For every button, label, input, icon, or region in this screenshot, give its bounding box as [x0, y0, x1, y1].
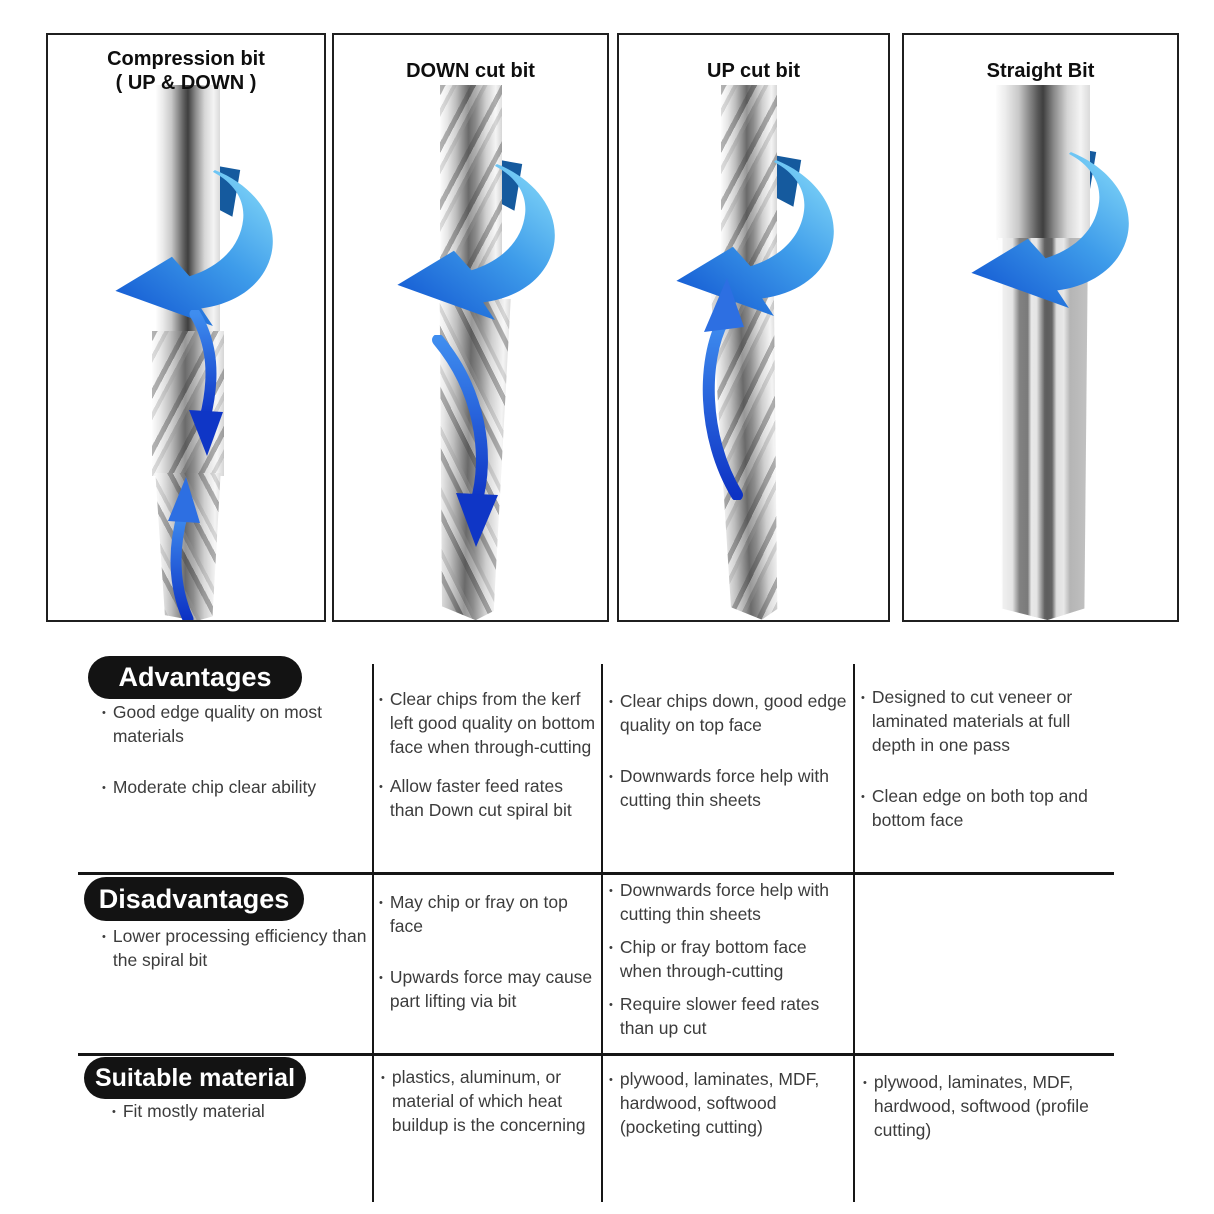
- column-divider-2: [601, 664, 603, 1202]
- disadvantages-down-cut-list: [379, 891, 597, 1041]
- rotation-arrow-icon: [948, 145, 1143, 313]
- advantages-down-cut-list: [379, 688, 597, 838]
- panel-compression-bit: [46, 33, 326, 622]
- bullet-item: [861, 686, 1111, 758]
- bullet-text: • plastics, aluminum, or material of which heat buildup is the concerning: [391, 1067, 586, 1135]
- bullet-text: • Upwards force may cause part lifting via bit: [389, 966, 593, 1011]
- bullet-item: [102, 925, 387, 973]
- suitable-up-cut-list: [609, 1068, 855, 1150]
- bullet-text: • Chip or fray bottom face when through-cutting: [619, 936, 807, 981]
- advantages-compression-list: [102, 701, 370, 827]
- bullet-item: [381, 1066, 593, 1138]
- suitable-straight-list: [863, 1071, 1113, 1153]
- panel-title-line1: Compression bit: [107, 48, 265, 70]
- advantages-label: Advantages: [88, 656, 302, 699]
- divider-disadvantages-suitable: [78, 1053, 1114, 1056]
- up-arrow-icon: [681, 275, 771, 500]
- bullet-item: [379, 891, 597, 939]
- bullet-text: • Fit mostly material: [122, 1101, 265, 1121]
- rotation-arrow-icon: [374, 157, 569, 325]
- panel-title-line1: UP cut bit: [707, 60, 800, 82]
- bullet-text: • Lower processing efficiency than the spiral bit: [112, 926, 367, 970]
- bullet-text: • plywood, laminates, MDF, hardwood, softwood (pocketing cutting): [619, 1069, 820, 1137]
- bullet-item: [379, 966, 597, 1014]
- bullet-item: [112, 1100, 362, 1124]
- bullet-item: [609, 765, 849, 813]
- panel-title: [904, 60, 1177, 84]
- up-arrow-icon: [160, 473, 220, 620]
- bit-illustration-down-cut: [334, 35, 607, 620]
- panel-down-cut-bit: [332, 33, 609, 622]
- panel-up-cut-bit: [617, 33, 890, 622]
- bullet-item: [609, 1068, 855, 1140]
- bullet-text: • Clear chips from the kerf left good quality on bottom face when through-cutting: [389, 689, 596, 757]
- bullet-item: [102, 776, 370, 800]
- advantages-up-cut-list: [609, 690, 849, 840]
- bullet-text: • Downwards force help with cutting thin sheets: [619, 765, 829, 810]
- bullet-text: • Clean edge on both top and bottom face: [871, 785, 1088, 830]
- bullet-text: • Allow faster feed rates than Down cut spiral bit: [389, 775, 572, 820]
- bullet-item: [609, 879, 851, 927]
- advantages-straight-list: [861, 686, 1111, 860]
- disadvantages-up-cut-list: [609, 879, 851, 1050]
- panel-title-line1: DOWN cut bit: [406, 60, 535, 82]
- disadvantages-label: Disadvantages: [84, 877, 304, 921]
- down-arrow-icon: [180, 310, 240, 460]
- panel-title: [619, 60, 888, 84]
- bit-illustration-straight: [904, 35, 1177, 620]
- divider-advantages-disadvantages: [78, 872, 1114, 875]
- bullet-item: [379, 688, 597, 760]
- bullet-text: • Clear chips down, good edge quality on top face: [619, 691, 847, 735]
- panel-title-line1: Straight Bit: [986, 60, 1095, 82]
- bullet-item: [863, 1071, 1113, 1143]
- suitable-down-cut-list: [381, 1066, 593, 1148]
- bit-illustration-up-cut: [619, 35, 888, 620]
- bullet-item: [102, 701, 370, 749]
- panel-title: [334, 60, 607, 84]
- disadvantages-compression-list: [102, 925, 387, 983]
- bullet-item: [609, 936, 851, 984]
- bullet-text: • Downwards force help with cutting thin sheets: [619, 880, 829, 924]
- panel-title: [48, 48, 324, 95]
- rotation-arrow-icon: [92, 163, 287, 331]
- bullet-item: [609, 993, 851, 1041]
- bullet-text: • Good edge quality on most materials: [112, 702, 323, 746]
- suitable-material-label: Suitable material: [84, 1057, 306, 1099]
- down-arrow-icon: [426, 335, 516, 550]
- bullet-item: [609, 690, 849, 738]
- bullet-text: • May chip or fray on top face: [389, 892, 568, 936]
- bullet-text: • Moderate chip clear ability: [112, 776, 317, 797]
- bullet-item: [861, 785, 1111, 833]
- panel-straight-bit: [902, 33, 1179, 622]
- bullet-item: [379, 775, 597, 823]
- bullet-text: • plywood, laminates, MDF, hardwood, softwood (profile cutting): [873, 1072, 1089, 1140]
- bullet-text: • Designed to cut veneer or laminated materials at full depth in one pass: [871, 687, 1073, 755]
- panel-title-line2: ( UP & DOWN ): [115, 71, 257, 94]
- suitable-compression-list: [112, 1100, 362, 1134]
- bit-illustration-compression: [48, 35, 324, 620]
- bullet-text: • Require slower feed rates than up cut: [619, 993, 820, 1038]
